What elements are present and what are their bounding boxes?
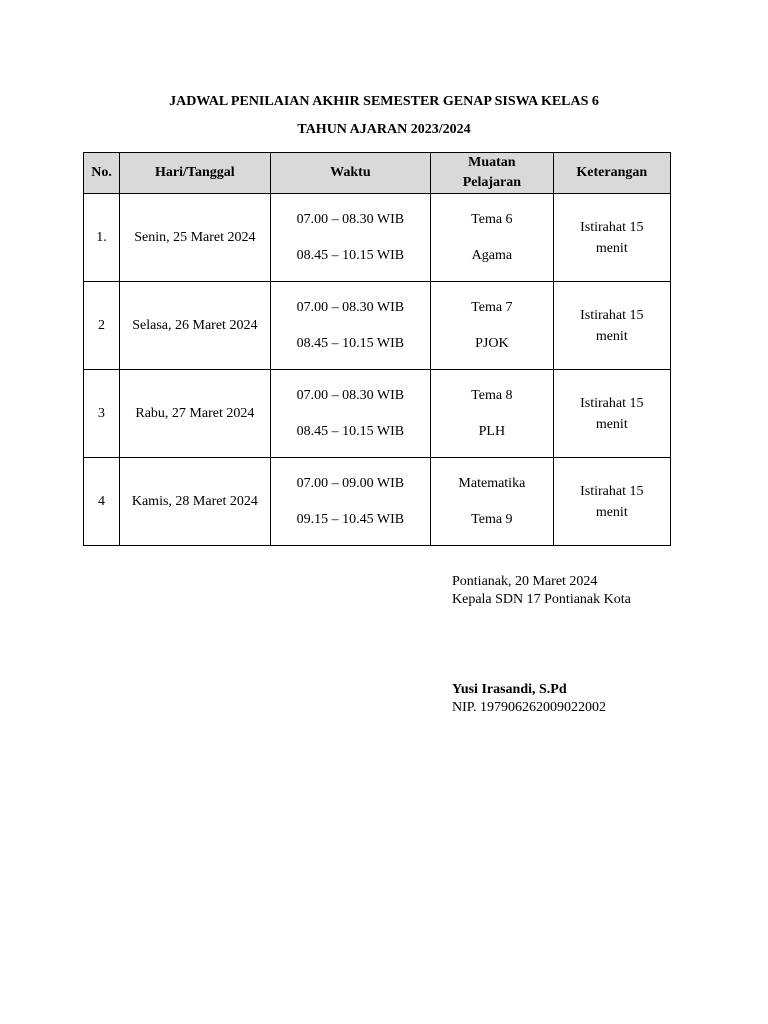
- header-subject-line1: Muatan: [468, 155, 516, 170]
- cell-date: Kamis, 28 Maret 2024: [120, 458, 271, 546]
- subject-1: Tema 8: [471, 387, 513, 403]
- cell-note: [553, 370, 670, 458]
- subject-1: Tema 6: [471, 211, 513, 227]
- time-slot-2: 08.45 – 10.15 WIB: [296, 423, 405, 439]
- subject-2: PLH: [478, 423, 506, 439]
- table-row: [84, 458, 671, 546]
- cell-time: [270, 370, 431, 458]
- cell-subject: [431, 370, 553, 458]
- cell-date: Selasa, 26 Maret 2024: [120, 282, 271, 370]
- signature-block: [452, 681, 606, 717]
- note-line2: menit: [595, 240, 628, 256]
- subject-2: PJOK: [475, 335, 509, 351]
- cell-time: [270, 282, 431, 370]
- header-date: Hari/Tanggal: [120, 153, 271, 194]
- cell-no: 3: [84, 370, 120, 458]
- table-row: [84, 194, 671, 282]
- cell-time: [270, 194, 431, 282]
- schedule-table: [83, 152, 671, 546]
- cell-no: 4: [84, 458, 120, 546]
- time-slot-2: 08.45 – 10.15 WIB: [296, 335, 405, 351]
- document-title: JADWAL PENILAIAN AKHIR SEMESTER GENAP SISWA KELAS 6: [169, 94, 599, 109]
- time-slot-2: 08.45 – 10.15 WIB: [296, 247, 405, 263]
- note-line1: Istirahat 15: [580, 219, 644, 235]
- cell-subject: [431, 458, 553, 546]
- cell-time: [270, 458, 431, 546]
- time-slot-1: 07.00 – 08.30 WIB: [296, 387, 405, 403]
- subject-1: Tema 7: [471, 299, 513, 315]
- cell-note: [553, 458, 670, 546]
- header-no: No.: [84, 153, 120, 194]
- note-line2: menit: [595, 416, 628, 432]
- header-time: Waktu: [270, 153, 431, 194]
- cell-no: 1.: [84, 194, 120, 282]
- signature-position: Kepala SDN 17 Pontianak Kota: [452, 592, 631, 607]
- subject-1: Matematika: [458, 475, 526, 491]
- time-slot-2: 09.15 – 10.45 WIB: [296, 511, 405, 527]
- header-subject-line2: Pelajaran: [462, 175, 522, 190]
- cell-subject: [431, 194, 553, 282]
- cell-no: 2: [84, 282, 120, 370]
- cell-note: [553, 194, 670, 282]
- signature-header: [452, 573, 631, 609]
- note-line1: Istirahat 15: [580, 395, 644, 411]
- cell-note: [553, 282, 670, 370]
- header-note: Keterangan: [553, 153, 670, 194]
- table-row: [84, 370, 671, 458]
- table-row: [84, 282, 671, 370]
- subject-2: Agama: [471, 247, 513, 263]
- time-slot-1: 07.00 – 08.30 WIB: [296, 299, 405, 315]
- cell-date: Senin, 25 Maret 2024: [120, 194, 271, 282]
- subject-2: Tema 9: [471, 511, 513, 527]
- time-slot-1: 07.00 – 09.00 WIB: [296, 475, 405, 491]
- signature-place-date: Pontianak, 20 Maret 2024: [452, 574, 598, 589]
- note-line2: menit: [595, 328, 628, 344]
- cell-date: Rabu, 27 Maret 2024: [120, 370, 271, 458]
- document-subtitle: TAHUN AJARAN 2023/2024: [297, 122, 471, 137]
- header-subject: [431, 153, 553, 194]
- note-line2: menit: [595, 504, 628, 520]
- note-line1: Istirahat 15: [580, 307, 644, 323]
- signatory-name: Yusi Irasandi, S.Pd: [452, 682, 567, 697]
- cell-subject: [431, 282, 553, 370]
- table-header-row: [84, 153, 671, 194]
- signatory-nip: NIP. 197906262009022002: [452, 700, 607, 715]
- time-slot-1: 07.00 – 08.30 WIB: [296, 211, 405, 227]
- note-line1: Istirahat 15: [580, 483, 644, 499]
